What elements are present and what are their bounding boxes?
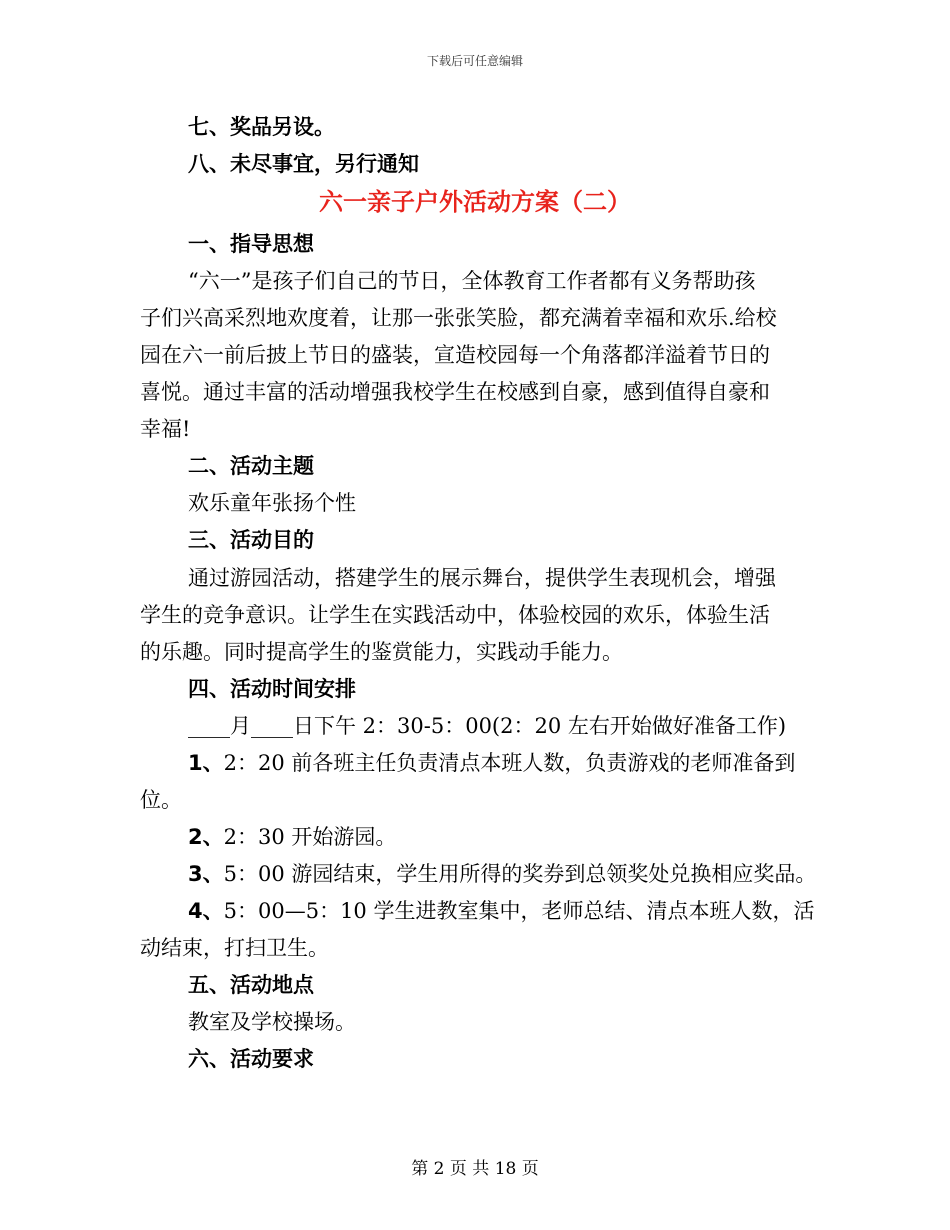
list-item-2	[188, 824, 868, 850]
paragraph-5: 教室及学校操场。	[188, 1010, 356, 1034]
list-item-3	[188, 861, 868, 887]
paragraph-1-line-4: 喜悦。通过丰富的活动增强我校学生在校感到自豪，感到值得自豪和	[140, 380, 770, 404]
list-item-1-text: 2：20 前各班主任负责清点本班人数，负责游戏的老师准备到	[223, 751, 796, 775]
paragraph-2: 欢乐童年张扬个性	[188, 491, 356, 515]
paragraph-4: ____月____日下午 2：30-5：00(2：20 左右开始做好准备工作)	[188, 714, 787, 738]
list-item-4-line-2: 动结束，打扫卫生。	[140, 936, 329, 960]
section-heading-4: 四、活动时间安排	[188, 677, 356, 701]
paragraph-1-line-2: 子们兴高采烈地欢度着，让那一张张笑脸，都充满着幸福和欢乐.给校	[140, 306, 777, 330]
paragraph-3-line-3: 的乐趣。同时提高学生的鉴赏能力，实践动手能力。	[140, 640, 623, 664]
page-header: 下载后可任意编辑	[426, 54, 523, 68]
list-item-4-number: 4、	[188, 899, 224, 923]
item-8: 八、未尽事宜，另行通知	[188, 152, 419, 176]
paragraph-1-line-1: “六一”是孩子们自己的节日，全体教育工作者都有义务帮助孩	[188, 269, 756, 293]
list-item-3-text: 5：00 游园结束，学生用所得的奖券到总领奖处兑换相应奖品。	[223, 862, 817, 886]
list-item-4-text: 5：00—5：10 学生进教室集中，老师总结、清点本班人数，活	[223, 899, 815, 923]
list-item-2-text: 2：30 开始游园。	[223, 825, 397, 849]
paragraph-3-line-1: 通过游园活动，搭建学生的展示舞台，提供学生表现机会，增强	[188, 566, 776, 590]
list-item-4-line-1	[188, 898, 868, 924]
paragraph-3-line-2: 学生的竞争意识。让学生在实践活动中，体验校园的欢乐，体验生活	[140, 603, 770, 627]
list-item-2-number: 2、	[188, 825, 224, 849]
list-item-1-number: 1、	[188, 751, 224, 775]
section-heading-3: 三、活动目的	[188, 528, 314, 552]
page-footer: 第 2 页 共 18 页	[411, 1159, 539, 1179]
section-heading-2: 二、活动主题	[188, 454, 314, 478]
section-heading-5: 五、活动地点	[188, 973, 314, 997]
list-item-1-line-1	[188, 750, 868, 776]
document-title: 六一亲子户外活动方案（二）	[319, 188, 631, 216]
section-heading-1: 一、指导思想	[188, 232, 314, 256]
paragraph-1-line-5: 幸福!	[140, 417, 191, 441]
paragraph-1-line-3: 园在六一前后披上节日的盛装，宣造校园每一个角落都洋溢着节日的	[140, 343, 770, 367]
list-item-3-number: 3、	[188, 862, 224, 886]
item-7: 七、奖品另设。	[188, 115, 335, 139]
list-item-1-line-2: 位。	[140, 788, 182, 812]
section-heading-6: 六、活动要求	[188, 1047, 314, 1071]
